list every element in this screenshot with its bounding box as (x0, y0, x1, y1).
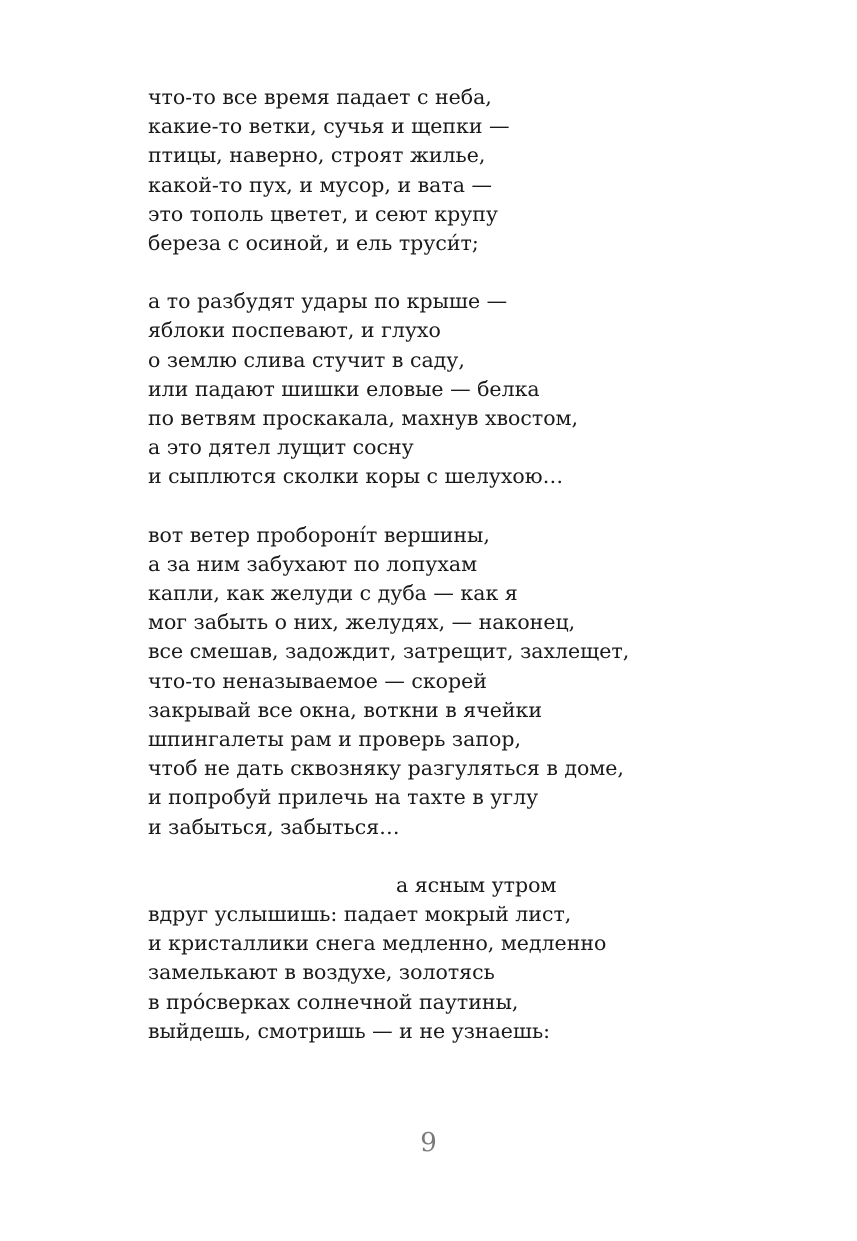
poem-line-indented: а ясным утром (396, 872, 557, 897)
poem-line: выйдешь, смотришь — и не узнаешь: (148, 1018, 551, 1043)
poem-line: а это дятел лущит сосну (148, 435, 414, 460)
stanza-1 (148, 83, 828, 258)
poem-line: или падают шишки еловые — белка (148, 376, 540, 401)
poem-line: и попробуй прилечь на тахте в углу (148, 785, 539, 810)
poem-line: замелькают в воздухе, золотясь (148, 960, 495, 985)
poem-line: береза с осиной, и ель труси́т; (148, 231, 479, 256)
page-number: 9 (420, 1128, 437, 1158)
poem-line: о землю слива стучит в саду, (148, 347, 465, 372)
poem-line: вот ветер пробороні́т вершины, (148, 522, 490, 547)
poem-line: по ветвям проскакала, махнув хвостом, (148, 406, 579, 431)
poem-line: и забыться, забыться… (148, 814, 400, 839)
poem-text (148, 83, 828, 1075)
poem-line: в про́сверках солнечной паутины, (148, 989, 519, 1014)
poem-line: капли, как желуди с дуба — как я (148, 581, 518, 606)
poem-line: чтоб не дать сквозняку разгуляться в доме, (148, 756, 624, 781)
stanza-4 (148, 871, 828, 1046)
poem-line: что-то неназываемое — скорей (148, 668, 487, 693)
stanza-3 (148, 521, 828, 842)
poem-line: какой-то пух, и мусор, и вата — (148, 172, 492, 197)
poem-line: что-то все время падает с неба, (148, 85, 492, 109)
poem-line: вдруг услышишь: падает мокрый лист, (148, 902, 572, 927)
poem-line: птицы, наверно, строят жилье, (148, 143, 486, 168)
stanza-2 (148, 287, 828, 491)
poem-line: а то разбудят удары по крыше — (148, 289, 508, 314)
poem-line: шпингалеты рам и проверь запор, (148, 727, 521, 752)
poem-line: это тополь цветет, и сеют крупу (148, 201, 498, 226)
poem-line: а за ним забухают по лопухам (148, 551, 478, 576)
poem-line: какие-то ветки, сучья и щепки — (148, 114, 510, 139)
poem-line: все смешав, задождит, затрещит, захлещет, (148, 639, 630, 664)
poem-line: закрывай все окна, воткни в ячейки (148, 697, 543, 722)
poem-line: и сыплются сколки коры с шелухою… (148, 464, 564, 489)
poem-line: и кристаллики снега медленно, медленно (148, 931, 607, 956)
poem-line: яблоки поспевают, и глухо (148, 318, 441, 343)
poem-line: мог забыть о них, желудях, — наконец, (148, 610, 576, 635)
